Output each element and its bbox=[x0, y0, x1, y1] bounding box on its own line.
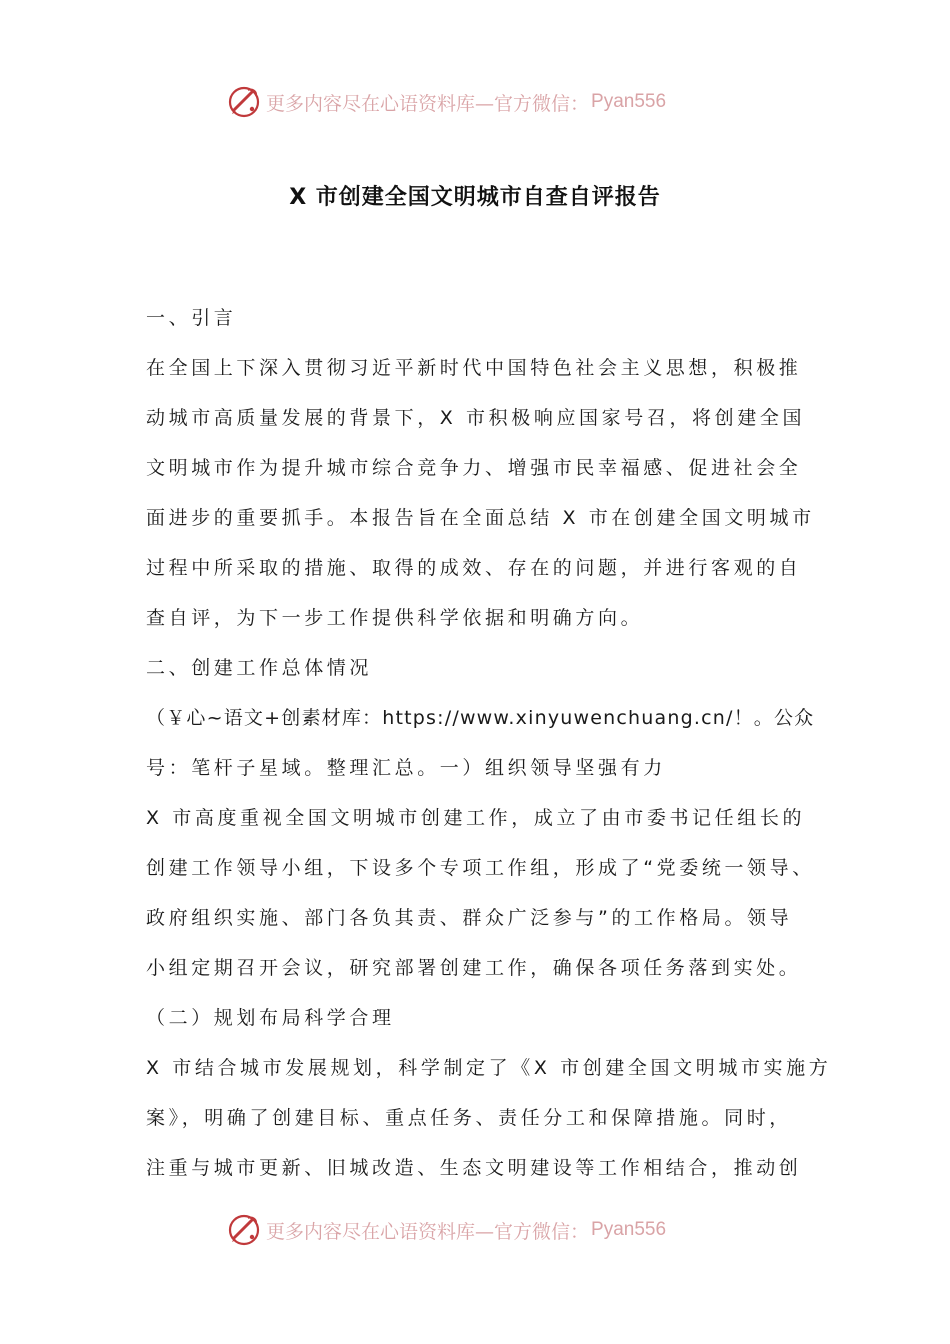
section-heading: 一、引言 bbox=[146, 307, 237, 329]
paragraph-line: 面进步的重要抓手。本报告旨在全面总结 X 市在创建全国文明城市 bbox=[146, 507, 815, 529]
paragraph-line: 文明城市作为提升城市综合竞争力、增强市民幸福感、促进社会全 bbox=[146, 457, 802, 479]
paragraph-line: 注重与城市更新、旧城改造、生态文明建设等工作相结合，推动创 bbox=[146, 1157, 802, 1179]
paragraph-line: （￥心~语文+创素材库：https://www.xinyuwenchuang.cn/！。公众 bbox=[146, 707, 815, 729]
subsection-heading: 号：笔杆子星域。整理汇总。一）组织领导坚强有力 bbox=[146, 757, 666, 779]
watermark-wechat-id: Pyan556 bbox=[591, 1219, 667, 1240]
watermark-text: 更多内容尽在心语资料库—官方微信： bbox=[266, 1220, 590, 1243]
paragraph-line: 查自评，为下一步工作提供科学依据和明确方向。 bbox=[146, 607, 644, 629]
paragraph-line: 在全国上下深入贯彻习近平新时代中国特色社会主义思想，积极推 bbox=[146, 357, 802, 379]
pen-seal-logo-icon bbox=[226, 1212, 262, 1248]
watermark-wechat-id: Pyan556 bbox=[591, 91, 667, 112]
paragraph-line: X 市高度重视全国文明城市创建工作，成立了由市委书记任组长的 bbox=[146, 807, 806, 829]
document-title: X 市创建全国文明城市自查自评报告 bbox=[289, 185, 661, 210]
paragraph-line: 过程中所采取的措施、取得的成效、存在的问题，并进行客观的自 bbox=[146, 557, 802, 579]
paragraph-line: 动城市高质量发展的背景下，X 市积极响应国家号召，将创建全国 bbox=[146, 407, 806, 429]
header-watermark bbox=[226, 82, 746, 122]
paragraph-line: 创建工作领导小组，下设多个专项工作组，形成了“党委统一领导、 bbox=[146, 857, 815, 879]
paragraph-line: X 市结合城市发展规划，科学制定了《X 市创建全国文明城市实施方 bbox=[146, 1057, 832, 1079]
document-body bbox=[146, 300, 832, 1200]
footer-watermark bbox=[226, 1210, 746, 1250]
pen-seal-logo-icon bbox=[226, 84, 262, 120]
watermark-text: 更多内容尽在心语资料库—官方微信： bbox=[266, 92, 590, 115]
section-heading: 二、创建工作总体情况 bbox=[146, 657, 373, 679]
subsection-heading: （二）规划布局科学合理 bbox=[146, 1007, 395, 1029]
paragraph-line: 政府组织实施、部门各负其责、群众广泛参与”的工作格局。领导 bbox=[146, 907, 793, 929]
paragraph-line: 小组定期召开会议，研究部署创建工作，确保各项任务落到实处。 bbox=[146, 957, 802, 979]
paragraph-line: 案》，明确了创建目标、重点任务、责任分工和保障措施。同时， bbox=[146, 1107, 792, 1129]
